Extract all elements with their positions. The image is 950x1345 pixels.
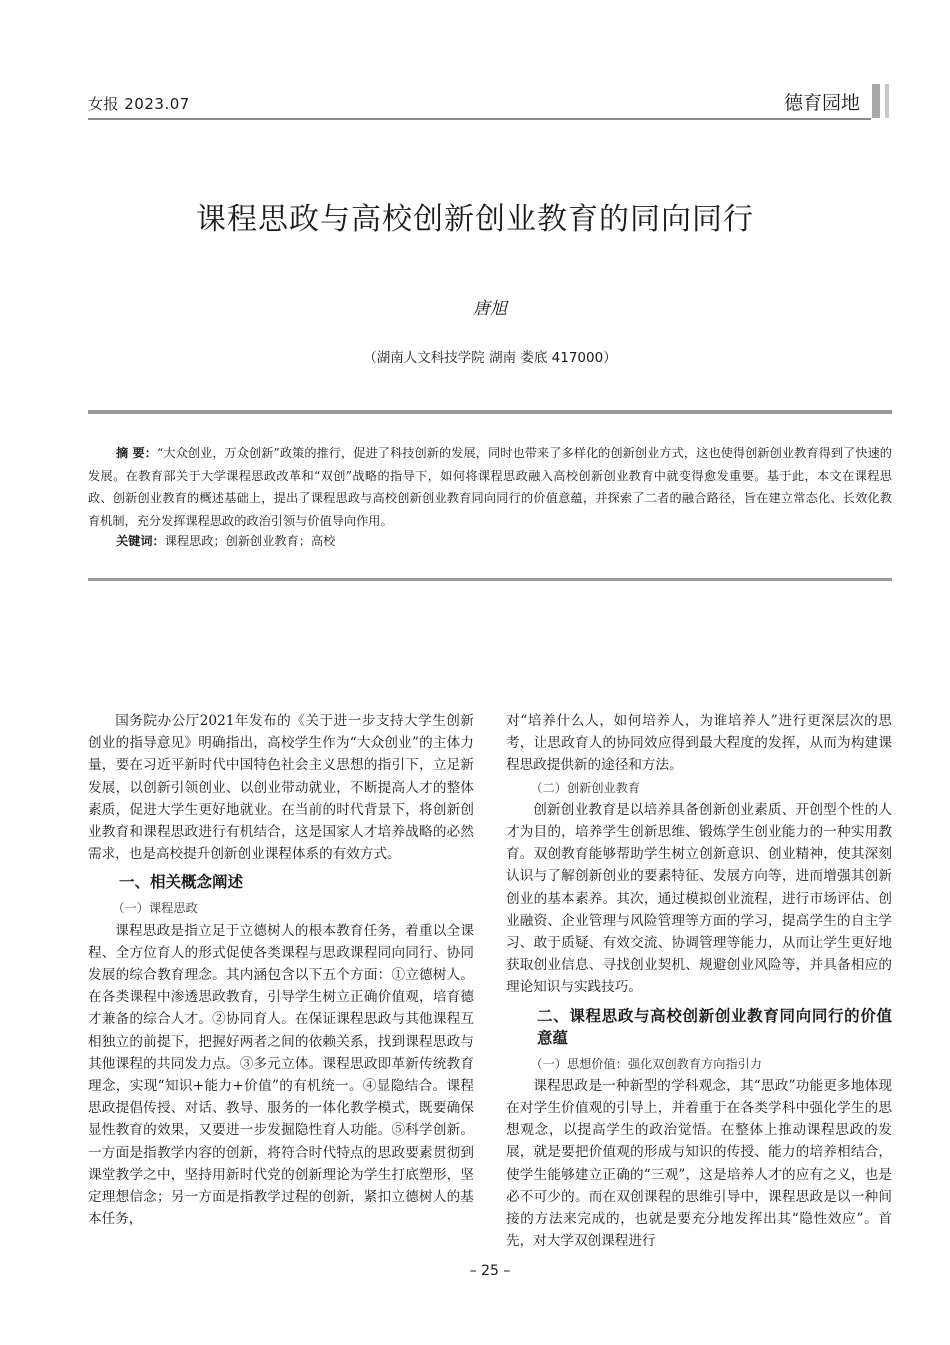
section-heading-2: 二、课程思政与高校创新创业教育同向同行的价值意蕴 (537, 1006, 892, 1047)
keywords (116, 530, 335, 552)
page-number: – 25 – (469, 1263, 511, 1279)
title-divider (88, 410, 892, 414)
journal-issue: 女报 2023.07 (88, 95, 190, 113)
abstract-label: 摘 要： (116, 446, 158, 460)
author-affiliation: （湖南人文科技学院 湖南 娄底 417000） (363, 350, 617, 366)
subheading-3: （一）思想价值：强化双创教育方向指引力 (530, 1056, 762, 1071)
header-bar-decoration (872, 84, 880, 118)
abstract-divider (88, 578, 892, 581)
left-column (88, 710, 474, 1230)
section-heading-1: 一、相关概念阐述 (119, 873, 244, 892)
header-bar-decoration-thin (885, 84, 889, 118)
header-divider (88, 118, 871, 120)
keywords-label: 关键词： (116, 534, 165, 548)
article-title: 课程思政与高校创新创业教育的同向同行 (196, 202, 754, 237)
abstract-text: “大众创业，万众创新”政策的推行，促进了科技创新的发展，同时也带来了多样化的创新创业方式，这也使得创新创业教育得到了快速的发展。在教育部关于大学课程思政改革和“双创”战略的指导下，如何将课程思政融入高校创新创业教育中就变得愈发重要。基于此，本文在课程思政、创新创业教育的概述基础上，提出了课程思政与高校创新创业教育同向同行的价值意蕴，并探索了二者的融合路径，旨在建立常态化、长效化教育机制，充分发挥课程思政的政治引领与价值导向作用。 (88, 446, 892, 528)
continued-paragraph: 对“培养什么人，如何培养人，为谁培养人”进行更深层次的思考，让思政育人的协同效应得到最大程度的发挥，从而为构建课程思政提供新的途径和方法。 (506, 713, 892, 774)
subheading-2: （二）创新创业教育 (530, 780, 641, 795)
author-name: 唐旭 (473, 299, 507, 319)
keywords-text: 课程思政；创新创业教育；高校 (164, 534, 336, 548)
paragraph-3: 课程思政是一种新型的学科观念，其“思政”功能更多地体现在对学生价值观的引导上，并着重于在各类学科中强化学生的思想观念，以提高学生的政治觉悟。在整体上推动课程思政的发展，就是要把价值观的形成与知识的传授、能力的培养相结合，使学生能够建立正确的“三观”，这是培养人才的应有之义，也是必不可少的。而在双创课程的思维引导中，课程思政是以一种间接的方法来完成的，也就是要充分地发挥出其“隐性效应”。首先，对大学双创课程进行 (506, 1077, 892, 1250)
subheading-1: （一）课程思政 (112, 901, 198, 916)
section-label: 德育园地 (783, 92, 860, 114)
intro-paragraph: 国务院办公厅2021年发布的《关于进一步支持大学生创新创业的指导意见》明确指出，高校学生作为“大众创业”的主体力量，要在习近平新时代中国特色社会主义思想的指引下，立足新发展，以创新引领创业、以创业带动就业，不断提高人才的整体素质，促进大学生更好地就业。在当前的时代背景下，将创新创业教育和课程思政进行有机结合，这是国家人才培养战略的必然需求，也是高校提升创新创业课程体系的有效方式。 (88, 713, 474, 863)
paragraph-1: 课程思政是指立足于立德树人的根本教育任务，着重以全课程、全方位育人的形式促使各类课程与思政课程同向同行、协同发展的综合教育理念。其内涵包含以下五个方面：①立德树人。在各类课程中渗透思政教育，引导学生树立正确价值观，培育德才兼备的综合人才。②协同育人。在保证课程思政与其他课程互相独立的前提下，把握好两者之间的依赖关系，找到课程思政与其他课程的共同发力点。③多元立体。课程思政即革新传统教育理念，实现“知识+能力+价值”的有机统一。④显隐结合。课程思政提倡传授、对话、教导、服务的一体化教学模式，既要确保显性教育的效果，又要进一步发掘隐性育人功能。⑤科学创新。一方面是指教学内容的创新，将符合时代特点的思政要素贯彻到课堂教学之中，坚持用新时代党的创新理论为学生打底塑形，坚定理想信念；另一方面是指教学过程的创新，紧扣立德树人的基本任务， (88, 922, 474, 1228)
right-column (506, 710, 892, 1252)
abstract (88, 442, 892, 532)
paragraph-2: 创新创业教育是以培养具备创新创业素质、开创型个性的人才为目的，培养学生创新思维、锻炼学生创业能力的一种实用教育。双创教育能够帮助学生树立创新意识、创业精神，使其深刻认识与了解创新创业的要素特征、发展方向等，进而增强其创新创业的基本素养。其次，通过模拟创业流程，进行市场评估、创业融资、企业管理与风险管理等方面的学习，提高学生的自主学习、敢于质疑、有效交流、协调管理等能力，从而让学生更好地获取创业信息、寻找创业契机、规避创业风险等，并具备相应的理论知识与实践技巧。 (506, 801, 892, 996)
